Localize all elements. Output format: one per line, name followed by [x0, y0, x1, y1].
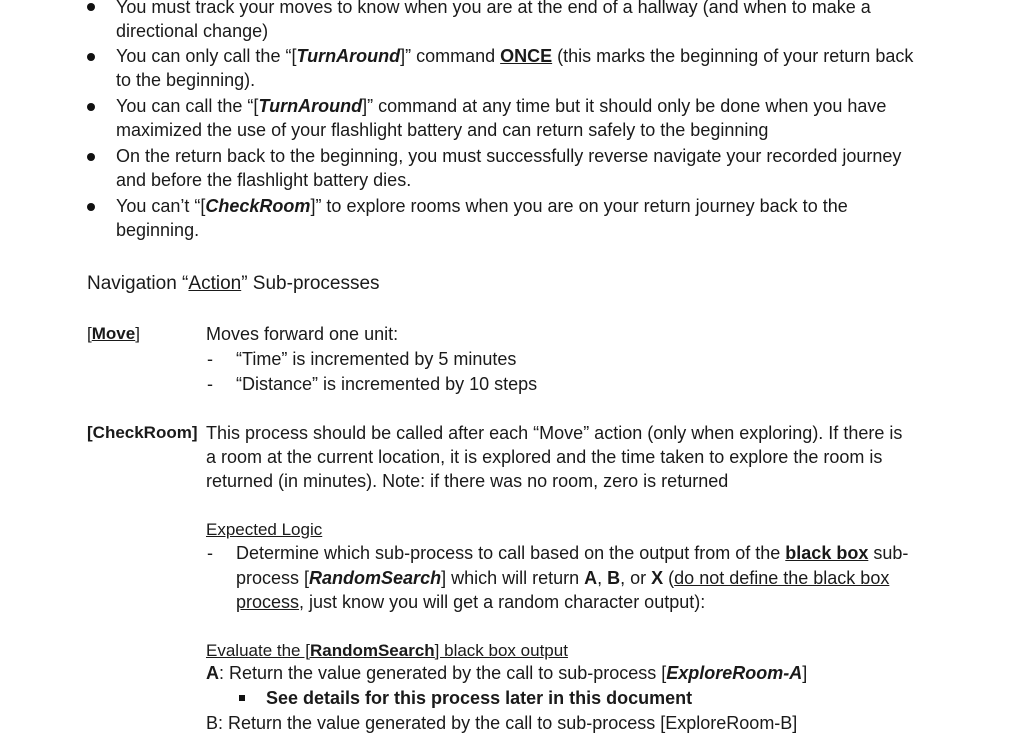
checkroom-label — [87, 421, 198, 445]
bullet-1-line-2 — [116, 19, 268, 43]
bullet-marker — [87, 53, 95, 61]
square-bullet-marker — [239, 695, 245, 701]
text-run: , just know you will get a random character output): — [299, 592, 706, 612]
bullet-text: and before the flashlight battery dies. — [116, 170, 412, 190]
bullet-text: You must track your moves to know when you are at the end of a hallway (and when to make a — [116, 0, 871, 17]
text-run: “Distance” is incremented by 10 steps — [236, 374, 538, 394]
text-run: sub- — [868, 543, 909, 563]
dash-marker: - — [207, 349, 213, 369]
text-run: See details for this process later in this document — [266, 688, 693, 708]
text-run: Determine which sub-process to call based on the output from of the — [236, 543, 786, 563]
text-run: Moves forward one unit: — [206, 324, 399, 344]
process-link[interactable]: process — [236, 592, 300, 612]
command-name: TurnAround — [258, 96, 363, 116]
text-run: : Return the value generated by the call to sub-process [ — [219, 663, 667, 683]
bullet-5-line-1 — [116, 194, 848, 218]
text-run: [ — [87, 324, 92, 343]
text-run: ]” command — [400, 46, 501, 66]
text-run: [CheckRoom] — [87, 423, 198, 442]
bullet-3-line-2 — [116, 118, 768, 142]
text-run: ” Sub-processes — [241, 273, 380, 294]
action-link[interactable]: Action — [188, 273, 242, 294]
command-name: TurnAround — [296, 46, 401, 66]
evaluate-sub-bullet — [266, 686, 692, 710]
bullet-4-line-1 — [116, 144, 901, 168]
text-run: Navigation “ — [87, 273, 189, 294]
bullet-marker — [87, 103, 95, 111]
command-name: CheckRoom — [205, 196, 311, 216]
checkroom-desc-line — [206, 421, 902, 445]
text-run: ] black box output — [434, 641, 568, 660]
text-run: B: Return the value generated by the call to sub-process [ExploreRoom-B] — [206, 713, 798, 733]
evaluate-title — [206, 639, 568, 663]
text-run: ]” to explore rooms when you are on your return journey back to the — [310, 196, 848, 216]
text-run: You can’t “[ — [116, 196, 206, 216]
bullet-3-line-1 — [116, 94, 886, 118]
move-item — [236, 347, 516, 371]
dash-marker: - — [207, 374, 213, 394]
dash-marker: - — [207, 543, 213, 563]
text-run: process [ — [236, 568, 310, 588]
black-box-link[interactable]: black box — [785, 543, 869, 563]
expected-logic-title — [206, 518, 322, 542]
emphasis-once: ONCE — [500, 46, 553, 66]
text-run: Expected Logic — [206, 520, 323, 539]
text-run: You can call the “[ — [116, 96, 259, 116]
checkroom-desc-line — [206, 445, 882, 469]
text-run: You can only call the “[ — [116, 46, 297, 66]
text-run: B — [607, 568, 621, 588]
command-name: RandomSearch — [309, 568, 442, 588]
bullet-marker — [87, 153, 95, 161]
checkroom-desc-line — [206, 469, 728, 493]
text-run: , — [597, 568, 608, 588]
evaluate-a-line — [206, 661, 807, 685]
text-run: A — [584, 568, 598, 588]
bullet-text: to the beginning). — [116, 70, 256, 90]
move-description — [206, 322, 398, 346]
text-run: ]” command at any time but it should only be done when you have — [362, 96, 887, 116]
move-label-link[interactable]: Move — [91, 324, 136, 343]
do-not-define-link[interactable]: do not define the black box — [674, 568, 890, 588]
bullet-1-line-1 — [116, 0, 871, 19]
text-run: A — [206, 663, 219, 683]
bullet-5-line-2 — [116, 218, 199, 242]
text-run: (this marks the beginning of your return back — [552, 46, 914, 66]
bullet-marker — [87, 3, 95, 11]
bullet-4-line-2 — [116, 168, 411, 192]
bullet-text: beginning. — [116, 220, 200, 240]
text-run: RandomSearch — [309, 641, 435, 660]
text-run: ] — [802, 663, 808, 683]
text-run: ( — [663, 568, 675, 588]
move-item — [236, 372, 537, 396]
bullet-text: directional change) — [116, 21, 269, 41]
evaluate-b-line-cut — [206, 711, 797, 735]
expected-logic-line-3 — [236, 590, 705, 614]
text-run: ] — [135, 324, 140, 343]
bullet-2-line-1 — [116, 44, 913, 68]
expected-logic-line-1 — [236, 541, 908, 565]
text-run: returned (in minutes). Note: if there was no room, zero is returned — [206, 471, 729, 491]
bullet-text: maximized the use of your flashlight battery and can return safely to the beginning — [116, 120, 769, 140]
text-run: “Time” is incremented by 5 minutes — [236, 349, 517, 369]
move-label — [87, 322, 140, 346]
bullet-text: On the return back to the beginning, you must successfully reverse navigate your recorded journey — [116, 146, 902, 166]
text-run: , or — [620, 568, 652, 588]
text-run: a room at the current location, it is explored and the time taken to explore the room is — [206, 447, 883, 467]
expected-logic-line-2 — [236, 566, 889, 590]
text-run: ] which will return — [441, 568, 585, 588]
text-run: Evaluate the [ — [206, 641, 310, 660]
bullet-2-line-2 — [116, 68, 255, 92]
command-name: ExploreRoom-A — [666, 663, 803, 683]
text-run: X — [651, 568, 664, 588]
bullet-marker — [87, 203, 95, 211]
text-run: This process should be called after each “Move” action (only when exploring). If there is — [206, 423, 903, 443]
section-heading — [87, 272, 380, 296]
